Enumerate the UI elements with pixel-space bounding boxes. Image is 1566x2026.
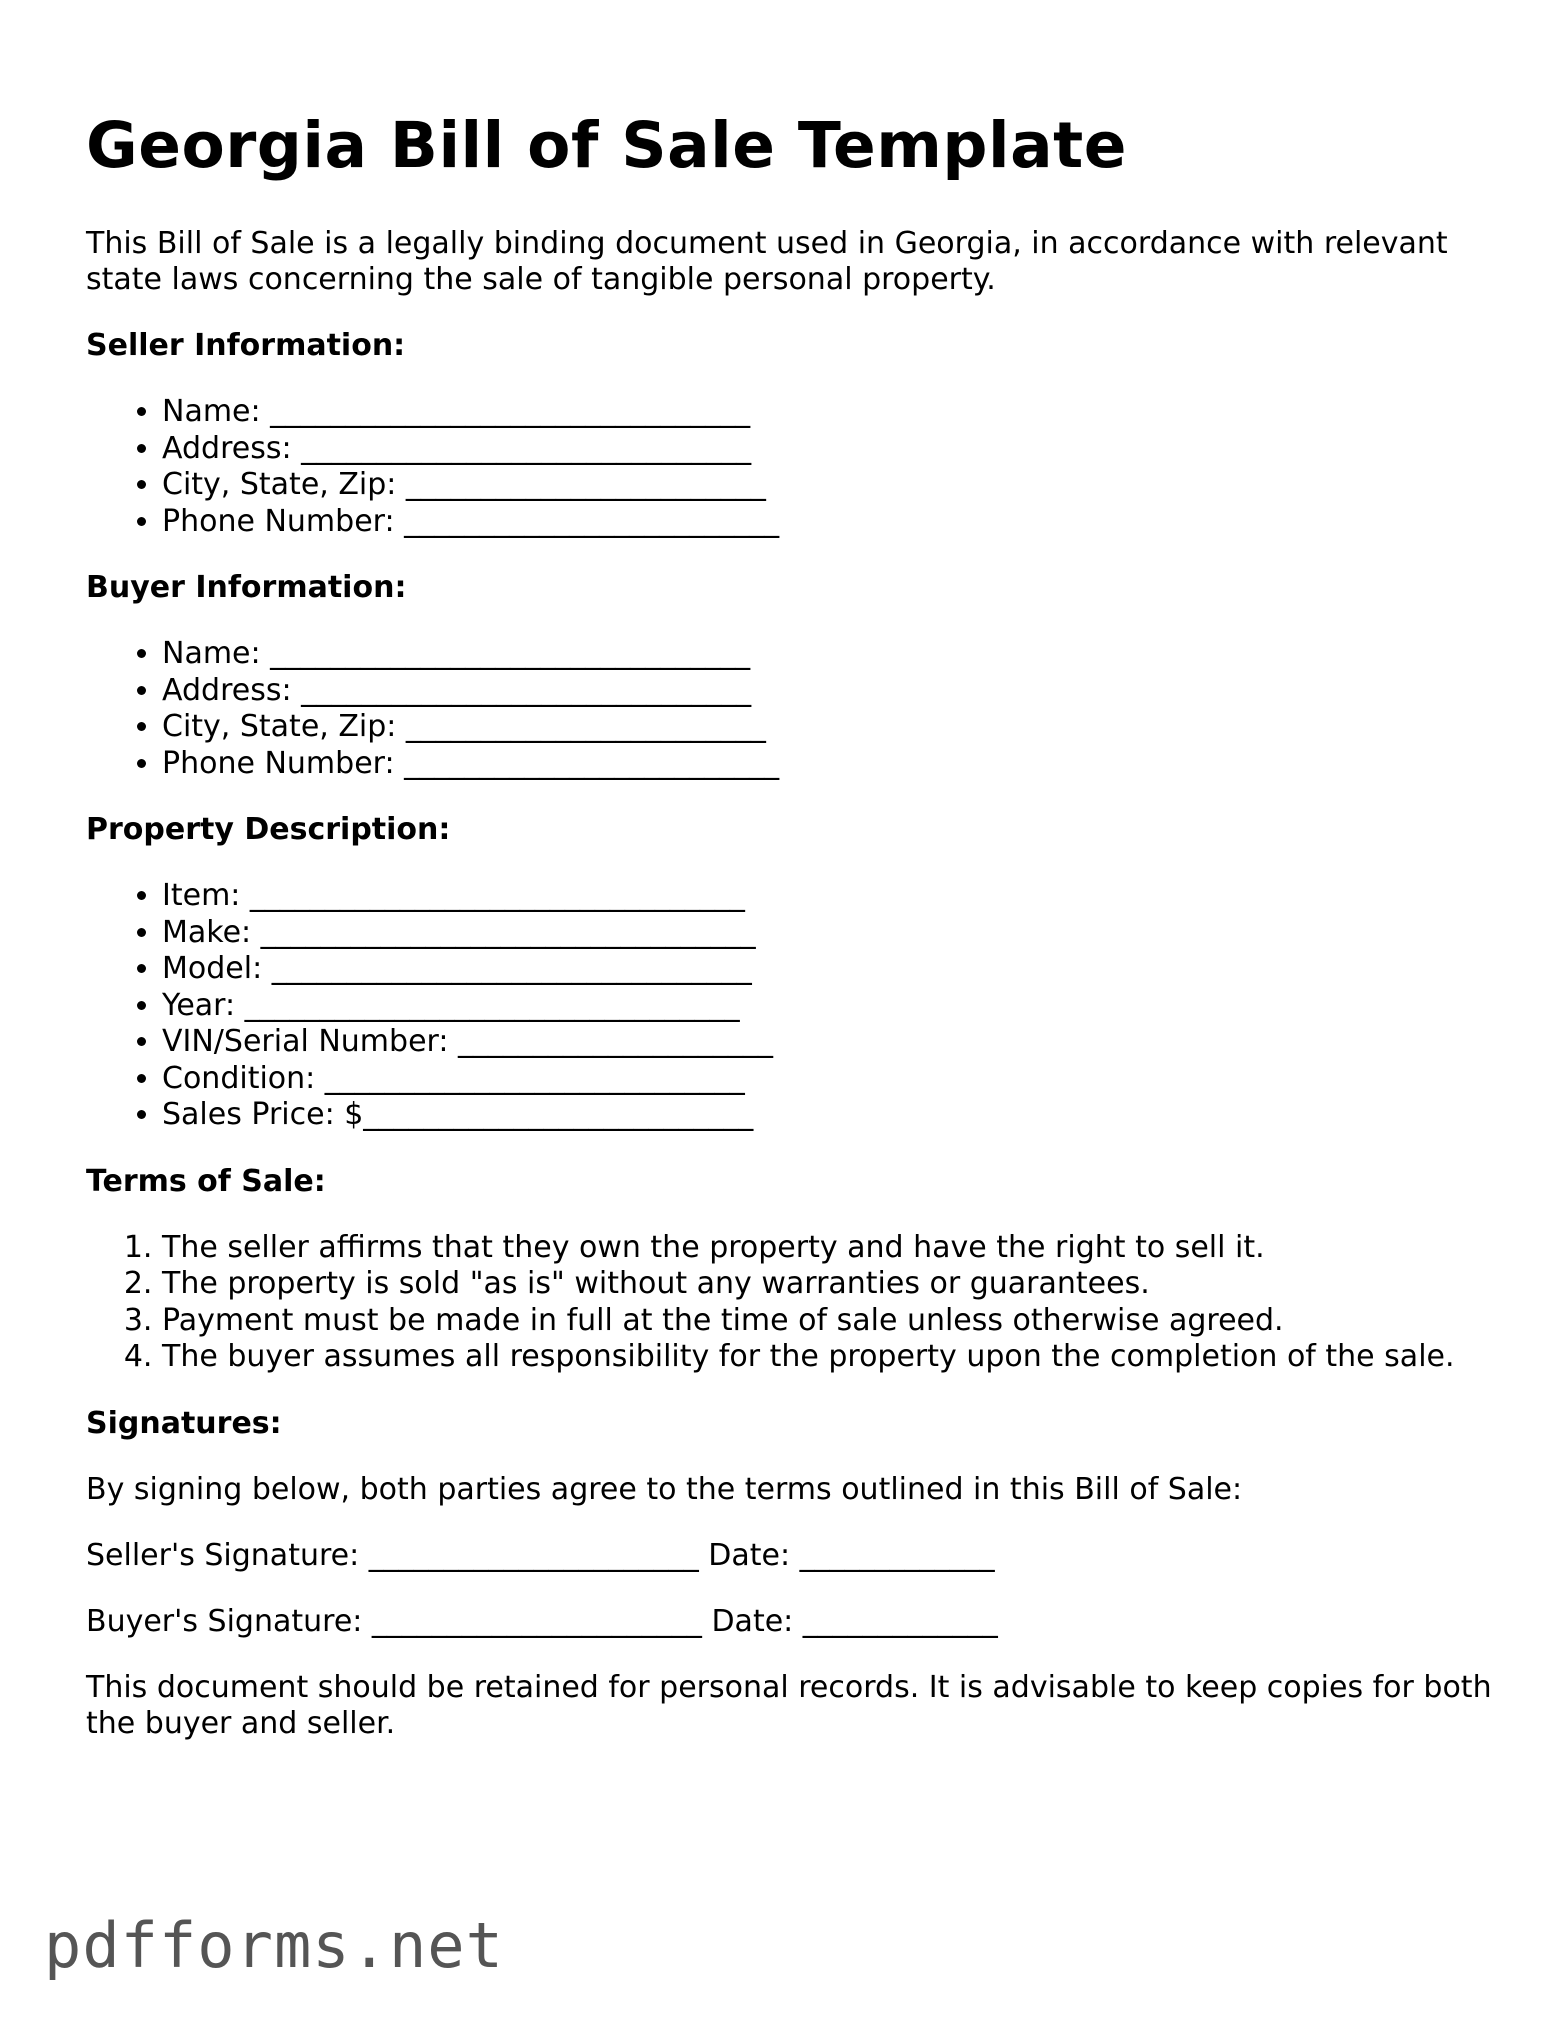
property-year-field[interactable]: • Year: _________________________________ xyxy=(162,988,1506,1025)
buyer-heading: Buyer Information: xyxy=(86,570,407,605)
terms-item: 2. The property is sold "as is" without any warranties or guarantees. xyxy=(162,1266,1506,1303)
property-item-field[interactable]: • Item: _________________________________ xyxy=(162,878,1506,915)
seller-phone-field[interactable]: • Phone Number: _________________________ xyxy=(162,504,1506,541)
property-condition-field[interactable]: • Condition: ____________________________ xyxy=(162,1061,1506,1098)
signatures-heading: Signatures: xyxy=(86,1405,282,1441)
buyer-city-state-zip-field[interactable]: • City, State, Zip: ________________________ xyxy=(162,709,1506,746)
signatures-intro: By signing below, both parties agree to the terms outlined in this Bill of Sale: xyxy=(86,1471,1243,1507)
property-sales-price-field[interactable]: • Sales Price: $__________________________ xyxy=(162,1097,1506,1134)
property-fields-list xyxy=(86,878,1506,1134)
seller-heading: Seller Information: xyxy=(86,328,406,363)
terms-item: 4. The buyer assumes all responsibility for the property upon the completion of the sale. xyxy=(162,1339,1506,1376)
pdfforms-logo: pdfforms.net xyxy=(44,1909,504,1982)
property-model-field[interactable]: • Model: ________________________________ xyxy=(162,951,1506,988)
terms-item: 1. The seller affirms that they own the property and have the right to sell it. xyxy=(162,1230,1506,1267)
seller-name-field[interactable]: • Name: ________________________________ xyxy=(162,394,1506,431)
buyer-name-field[interactable]: • Name: ________________________________ xyxy=(162,636,1506,673)
buyer-address-field[interactable]: • Address: ______________________________ xyxy=(162,673,1506,710)
intro-paragraph: This Bill of Sale is a legally binding document used in Georgia, in accordance with relevant state laws concerning the sale of tangible personal property. xyxy=(86,226,1448,297)
page-title: Georgia Bill of Sale Template xyxy=(86,109,1127,182)
seller-fields-list xyxy=(86,394,1506,540)
document-page xyxy=(86,108,1506,1772)
closing-paragraph: This document should be retained for personal records. It is advisable to keep copies for both the buyer and seller. xyxy=(86,1669,1492,1741)
property-make-field[interactable]: • Make: _________________________________ xyxy=(162,915,1506,952)
property-heading: Property Description: xyxy=(86,812,451,847)
terms-list xyxy=(86,1230,1506,1376)
terms-item: 3. Payment must be made in full at the time of sale unless otherwise agreed. xyxy=(162,1303,1506,1340)
buyer-fields-list xyxy=(86,636,1506,782)
terms-heading: Terms of Sale: xyxy=(86,1163,326,1199)
property-vin-field[interactable]: • VIN/Serial Number: _____________________ xyxy=(162,1024,1506,1061)
seller-city-state-zip-field[interactable]: • City, State, Zip: ________________________ xyxy=(162,467,1506,504)
seller-signature-line[interactable]: Seller's Signature: ______________________ Date: _____________ xyxy=(86,1537,995,1573)
buyer-signature-line[interactable]: Buyer's Signature: ______________________ Date: _____________ xyxy=(86,1603,998,1639)
buyer-phone-field[interactable]: • Phone Number: _________________________ xyxy=(162,746,1506,783)
seller-address-field[interactable]: • Address: ______________________________ xyxy=(162,431,1506,468)
